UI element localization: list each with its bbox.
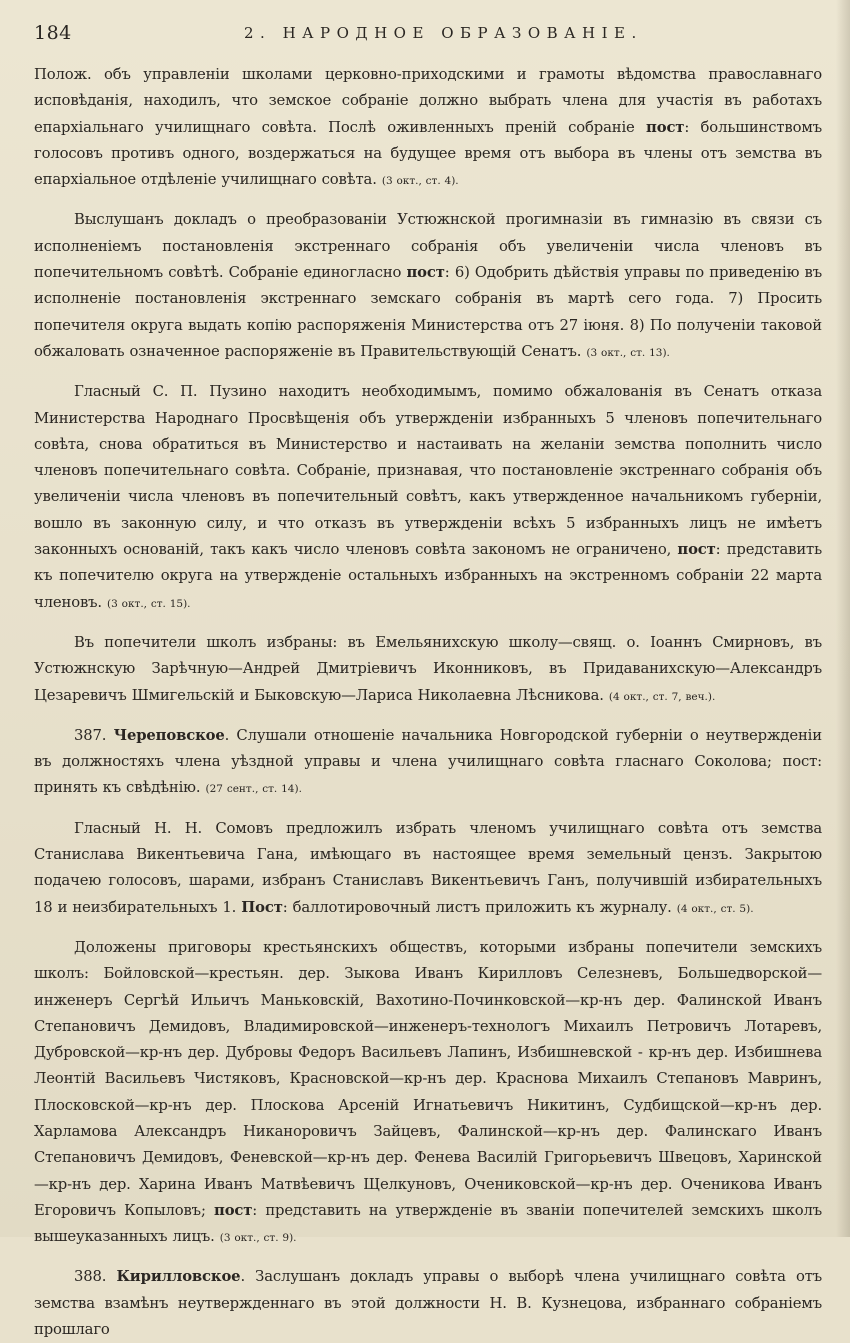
section-heading: Кирилловское (116, 1268, 241, 1286)
paragraph-text: Въ попечители школъ избраны: въ Емельянихскую школу—свящ. о. Іоаннъ Смирновъ, въ Устюжнскую Зарѣчную—Андрей Дмитріевичъ Иконниковъ, въ Придаванихскую—Александръ Цезаревичъ Шмигельскій и Быковскую—Лариса Николаевна Лѣсникова. (34, 633, 822, 704)
paragraph-1 (34, 62, 822, 194)
session-reference: (4 окт., ст. 5). (676, 902, 754, 915)
paragraph-8 (34, 1264, 822, 1343)
page-number: 184 (34, 22, 72, 44)
resolution-keyword: пост (214, 1201, 253, 1219)
paragraph-3 (34, 379, 822, 617)
session-reference: (3 окт., ст. 13). (586, 346, 670, 359)
running-title: 2. НАРОДНОЕ ОБРАЗОВАНІЕ. (244, 24, 643, 42)
paragraph-text: Выслушанъ докладъ о преобразованіи Устюжнской прогимназіи въ гимназію въ связи съ исполненіемъ постановленія экстреннаго собранія объ увеличеніи числа членовъ въ попечительномъ совѣтѣ. Собраніе единогласно (34, 211, 822, 282)
session-reference: (3 окт., ст. 9). (219, 1232, 297, 1245)
paragraph-text: Доложены приговоры крестьянскихъ обществъ, которыми избраны попечители земскихъ школъ: Бойловской—крестьян. дер. Зыкова Иванъ Кирилловъ Селезневъ, Большедворской—инженеръ Сергѣй Ильичъ Маньковскій, Вахотино-Починковской—кр-нъ дер. Фалинской Иванъ Степановичъ Демидовъ, Владимировской—инженеръ-технологъ Михаилъ Петровичъ Лотаревъ, Дубровской—кр-нъ дер. Дубровы Федоръ Васильевъ Лапинъ, Избишневской - кр-нъ дер. Избишнева Леонтій Васильевъ Чистяковъ, Красновской—кр-нъ дер. Краснова Михаилъ Степановъ Мавринъ, Плосковской—кр-нъ дер. Плоскова Арсеній Игнатьевичъ Никитинъ, Судбищской—кр-нъ дер. Харламова Александръ Никаноровичъ Зайцевъ, Фалинской—кр-нъ дер. Фалинскаго Иванъ Степановичъ Демидовъ, Феневской—кр-нъ дер. Фенева Василій Григорьевичъ Швецовъ, Харинской—кр-нъ дер. Харина Иванъ Матвѣевичъ Щелкуновъ, Очениковской—кр-нъ дер. Оченикова Иванъ Егоровичъ Копыловъ; (34, 938, 822, 1219)
paragraph-4 (34, 630, 822, 710)
section-number: 388. (74, 1268, 117, 1286)
paragraph-text: : большинствомъ голосовъ противъ одного, воздержаться на будущее время отъ выбора въ члены отъ земства въ епархіальное отдѣленіе училищнаго совѣта. (34, 118, 822, 189)
paragraph-text: Полож. объ управленіи школами церковно-приходскими и грамоты вѣдомства православнаго исповѣданія, находилъ, что земское собраніе должно выбрать члена для участія въ работахъ епархіальнаго училищнаго совѣта. Послѣ оживленныхъ преній собраніе (34, 66, 822, 136)
section-number: 387. (74, 726, 114, 744)
session-reference: (4 окт., ст. 7, веч.). (608, 690, 716, 703)
paragraph-text: : представить на утвержденіе въ званіи попечителей земскихъ школъ вышеуказанныхъ лицъ. (34, 1201, 822, 1246)
session-reference: (27 сент., ст. 14). (205, 783, 302, 796)
paragraph-text: : 6) Одобрить дѣйствія управы по приведенію въ исполненіе постановленія экстреннаго земскаго собранія въ мартѣ сего года. 7) Просить попечителя округа выдать копію распоряженія Министерства отъ 27 іюня. 8) По полученіи таковой обжаловать означенное распоряженіе въ Правительствующій Сенатъ. (34, 264, 822, 360)
session-reference: (3 окт., ст. 15). (107, 597, 191, 610)
paragraph-2 (34, 207, 822, 366)
paragraph-text: : баллотировочный листъ приложить къ журналу. (282, 898, 672, 916)
session-reference: (3 окт., ст. 4). (381, 175, 459, 188)
paragraph-text: Гласный Н. Н. Сомовъ предложилъ избрать членомъ училищнаго совѣта отъ земства Станислава Викентьевича Гана, имѣющаго въ настоящее время земельный цензъ. Закрытою подачею голосовъ, шарами, избранъ Станиславъ Викентьевичъ Ганъ, получившій избирательныхъ 18 и неизбирательныхъ 1. (34, 819, 822, 916)
paragraph-text: : представить къ попечителю округа на утвержденіе остальныхъ избранныхъ на экстренномъ собраніи 22 марта членовъ. (34, 541, 822, 611)
paragraph-5 (34, 723, 822, 803)
paragraph-6 (34, 816, 822, 922)
resolution-keyword: пост (677, 541, 716, 559)
paragraph-text: . Слушали отношеніе начальника Новгородской губерніи о неутвержденіи въ должностяхъ члена уѣздной управы и члена училищнаго совѣта гласнаго Соколова; пост: принять къ свѣдѣнію. (34, 726, 822, 797)
paragraph-text: Гласный С. П. Пузино находитъ необходимымъ, помимо обжалованія въ Сенатъ отказа Министерства Народнаго Просвѣщенія объ утвержденіи избранныхъ 5 членовъ попечительнаго совѣта, снова обратиться въ Министерство и настаивать на желаніи земства пополнить число членовъ попечительнаго совѣта. Собраніе, признавая, что постановленіе экстреннаго собранія объ увеличеніи числа членовъ въ попечительный совѣтъ, какъ утвержденное начальникомъ губерніи, вошло въ законную силу, и что отказъ въ утвержденіи всѣхъ 5 избранныхъ лицъ не имѣетъ законныхъ основаній, такъ какъ число членовъ совѣта закономъ не ограничено, (34, 383, 822, 559)
resolution-keyword: Пост (241, 898, 283, 916)
resolution-keyword: пост (406, 264, 445, 282)
section-heading: Череповское (113, 726, 225, 744)
resolution-keyword: пост (646, 118, 685, 136)
paragraph-text: . Заслушанъ докладъ управы о выборѣ члена училищнаго совѣта отъ земства взамѣнъ неутвержденнаго въ этой должности Н. В. Кузнецова, избраннаго собраніемъ прошлаго (34, 1268, 823, 1339)
paragraph-7 (34, 935, 822, 1252)
page-header (34, 22, 822, 52)
